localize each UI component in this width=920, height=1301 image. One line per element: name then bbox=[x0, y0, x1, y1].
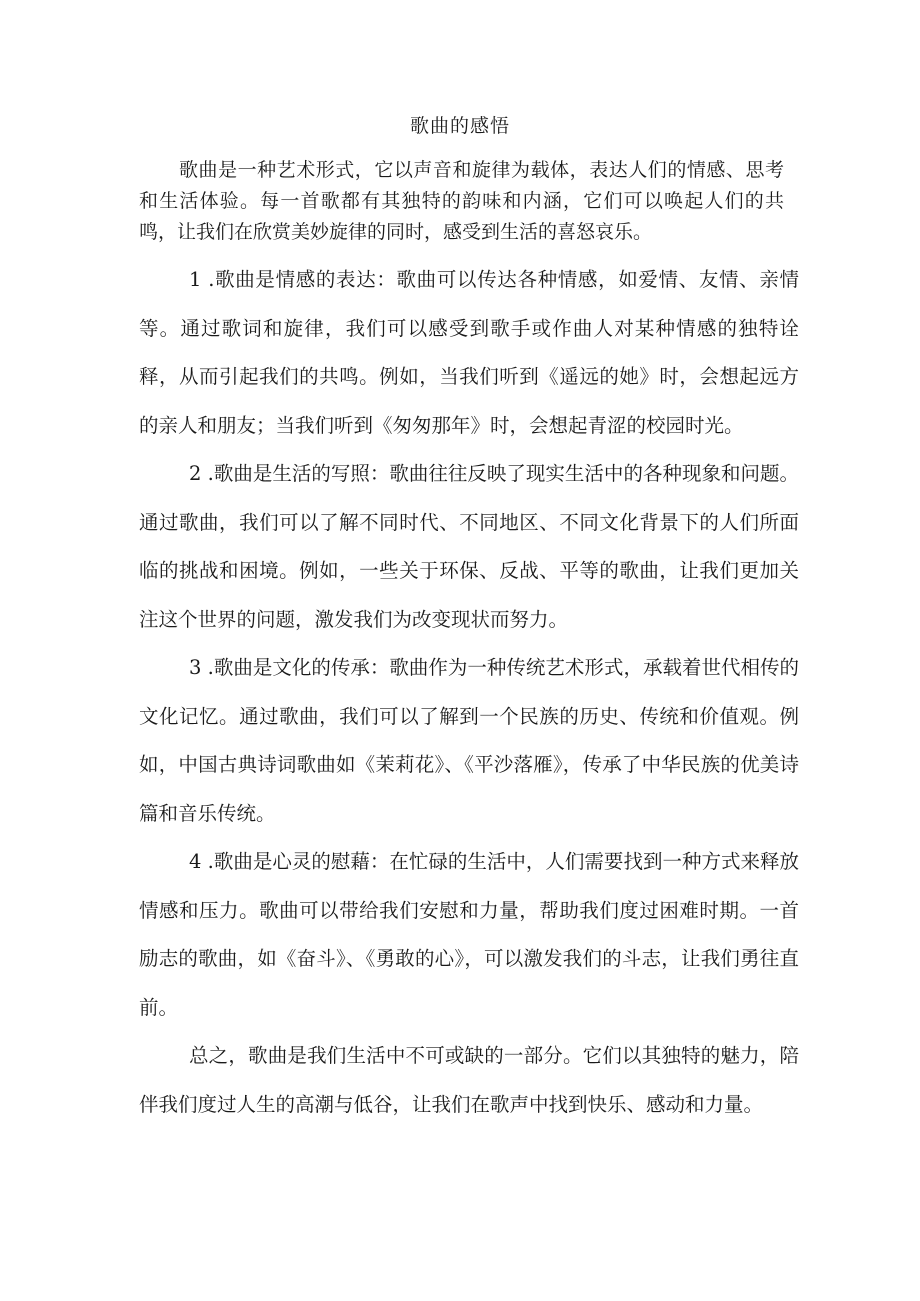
document-title: 歌曲的感悟 bbox=[409, 115, 510, 137]
paragraph-life: 2 .歌曲是生活的写照：歌曲往往反映了现实生活中的各种现象和问题。通过歌曲，我们可以了解不同时代、不同地区、不同文化背景下的人们所面临的挑战和困境。例如，一些关于环保、反战、平等的歌曲，让我们更加关注这个世界的问题，激发我们为改变现状而努力。 bbox=[139, 462, 799, 631]
intro-paragraph: 歌曲是一种艺术形式，它以声音和旋律为载体，表达人们的情感、思考和生活体验。每一首歌都有其独特的韵味和内涵，它们可以唤起人们的共鸣，让我们在欣赏美妙旋律的同时，感受到生活的喜怒哀乐。 bbox=[139, 159, 784, 243]
document-body bbox=[139, 256, 799, 1129]
paragraph-emotion: 1 .歌曲是情感的表达：歌曲可以传达各种情感，如爱情、友情、亲情等。通过歌词和旋律，我们可以感受到歌手或作曲人对某种情感的独特诠释，从而引起我们的共鸣。例如，当我们听到《遥远的她》时，会想起远方的亲人和朋友；当我们听到《匆匆那年》时，会想起青涩的校园时光。 bbox=[139, 268, 799, 437]
paragraph-conclusion: 总之，歌曲是我们生活中不可或缺的一部分。它们以其独特的魅力，陪伴我们度过人生的高潮与低谷，让我们在歌声中找到快乐、感动和力量。 bbox=[139, 1044, 799, 1116]
paragraph-comfort: 4 .歌曲是心灵的慰藉：在忙碌的生活中，人们需要找到一种方式来释放情感和压力。歌曲可以带给我们安慰和力量，帮助我们度过困难时期。一首励志的歌曲，如《奋斗》、《勇敢的心》，可以激发我们的斗志，让我们勇往直前。 bbox=[139, 850, 799, 1019]
paragraph-culture: 3 .歌曲是文化的传承：歌曲作为一种传统艺术形式，承载着世代相传的文化记忆。通过歌曲，我们可以了解到一个民族的历史、传统和价值观。例如，中国古典诗词歌曲如《茉莉花》、《平沙落雁》，传承了中华民族的优美诗篇和音乐传统。 bbox=[139, 656, 799, 825]
